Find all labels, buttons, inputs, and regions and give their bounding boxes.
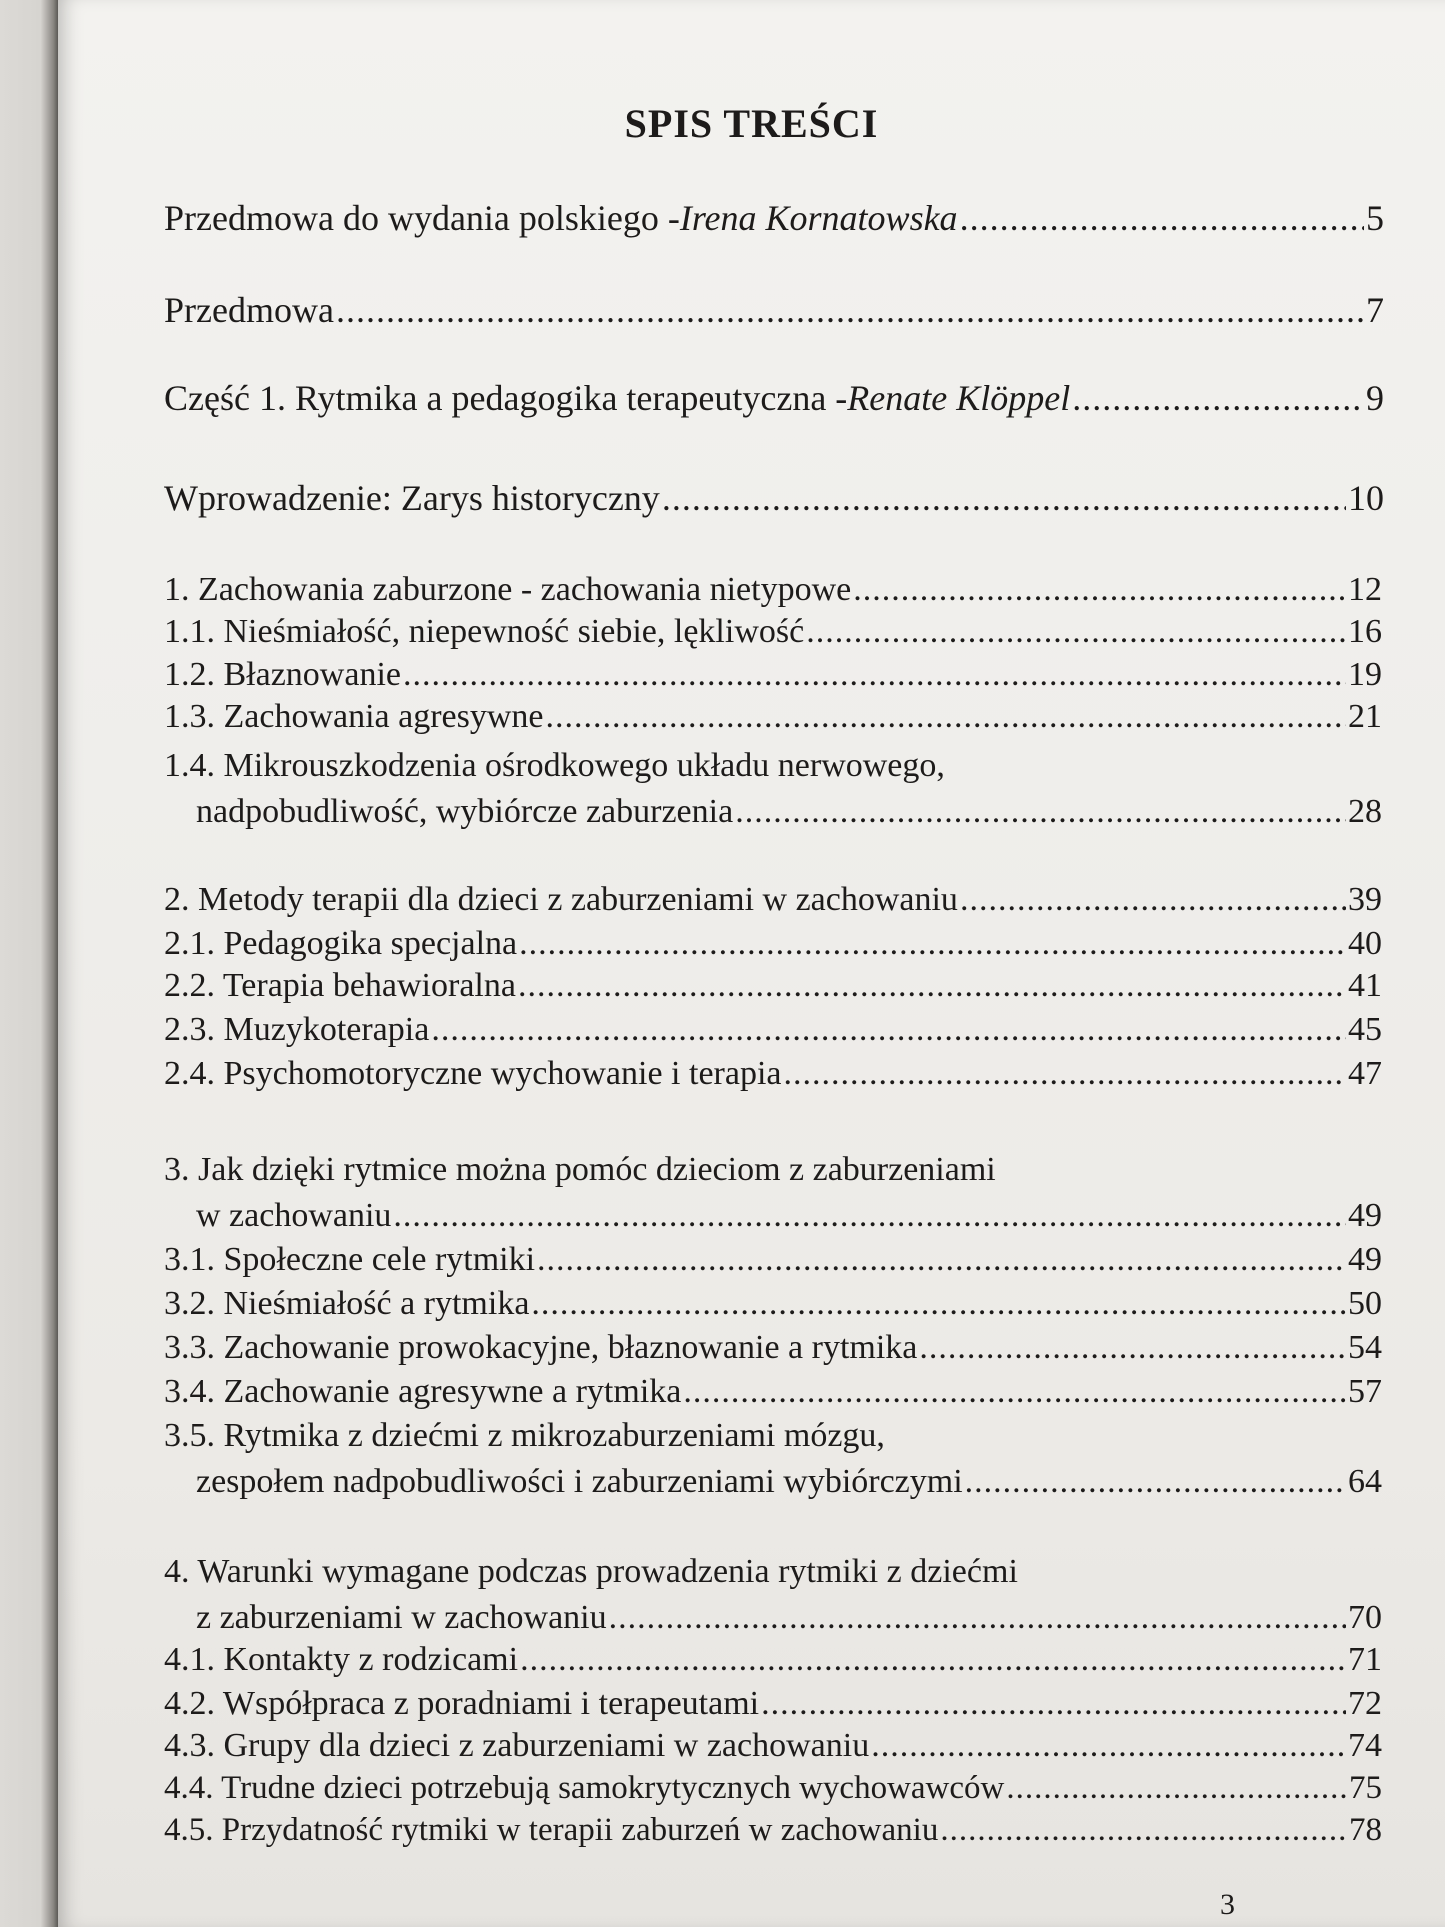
toc-entry-title: 3.2. Nieśmiałość a rytmika xyxy=(164,1285,530,1322)
toc-entry xyxy=(196,1196,1382,1236)
toc-page-number: 9 xyxy=(1366,378,1384,418)
toc-page-number: 16 xyxy=(1348,613,1382,650)
toc-entry xyxy=(164,1240,1382,1280)
leader-dots xyxy=(783,1054,1346,1094)
toc-entry xyxy=(164,478,1384,518)
leader-dots xyxy=(761,1684,1346,1724)
leader-dots xyxy=(871,1726,1346,1766)
toc-entry-title: 2.4. Psychomotoryczne wychowanie i terapia xyxy=(164,1055,782,1092)
toc-entry-title: 4.3. Grupy dla dzieci z zaburzeniami w zachowaniu xyxy=(164,1727,870,1764)
toc-entry-title: 4.1. Kontakty z rodzicami xyxy=(164,1641,519,1678)
toc-page-number: 74 xyxy=(1348,1727,1382,1764)
toc-entry-title: 2.3. Muzykoterapia xyxy=(164,1011,430,1048)
leader-dots xyxy=(662,478,1346,518)
toc-entry-continuation: zespołem nadpobudliwości i zaburzeniami wybiórczymi xyxy=(196,1463,963,1500)
toc-entry xyxy=(164,290,1384,330)
leader-dots xyxy=(683,1372,1346,1412)
toc-page-number: 54 xyxy=(1348,1329,1382,1366)
toc-entry-continuation: w zachowaniu xyxy=(196,1197,392,1234)
toc-page-number: 57 xyxy=(1348,1373,1382,1410)
leader-dots xyxy=(531,1284,1346,1324)
toc-page-number: 10 xyxy=(1348,478,1384,518)
leader-dots xyxy=(518,966,1346,1006)
toc-entry-title: Wprowadzenie: Zarys historyczny xyxy=(164,478,660,518)
toc-entry-continuation: z zaburzeniami w zachowaniu xyxy=(196,1599,607,1636)
toc-page-number: 7 xyxy=(1366,290,1384,330)
leader-dots xyxy=(431,1010,1346,1050)
toc-entry-title: 1.3. Zachowania agresywne xyxy=(164,698,544,735)
toc-page-number: 78 xyxy=(1349,1812,1382,1848)
toc-entry-title: 2.2. Terapia behawioralna xyxy=(164,967,516,1004)
toc-entry xyxy=(164,1684,1382,1724)
toc-page-number: 28 xyxy=(1348,793,1382,830)
toc-entry-title: Przedmowa do wydania polskiego - xyxy=(164,198,680,238)
toc-entry-title: 1. Zachowania zaburzone - zachowania nietypowe xyxy=(164,571,852,608)
toc-entry xyxy=(164,655,1382,695)
toc-entry xyxy=(164,612,1382,652)
page-number: 3 xyxy=(1220,1888,1235,1921)
toc-entry-title: 2.1. Pedagogika specjalna xyxy=(164,925,518,962)
toc-entry xyxy=(164,570,1382,610)
toc-page-number: 21 xyxy=(1348,698,1382,735)
leader-dots xyxy=(609,1598,1346,1638)
toc-page-number: 5 xyxy=(1366,198,1384,238)
leader-dots xyxy=(403,655,1346,695)
toc-entry xyxy=(164,1054,1382,1094)
leader-dots xyxy=(519,924,1346,964)
leader-dots xyxy=(919,1328,1346,1368)
toc-entry-first-line: 3.5. Rytmika z dziećmi z mikrozaburzeniami mózgu, xyxy=(164,1417,885,1454)
toc-entry xyxy=(164,1372,1382,1412)
toc-entry-title: 4.5. Przydatność rytmiki w terapii zaburzeń w zachowaniu xyxy=(164,1812,939,1848)
page-title: SPIS TREŚCI xyxy=(624,101,879,146)
toc-entry xyxy=(164,1010,1382,1050)
toc-entry xyxy=(164,924,1382,964)
book-page xyxy=(58,0,1445,1927)
leader-dots xyxy=(806,612,1346,652)
table-of-contents xyxy=(58,0,1445,1927)
leader-dots xyxy=(1006,1768,1347,1808)
toc-page-number: 75 xyxy=(1349,1770,1382,1806)
leader-dots xyxy=(735,792,1346,832)
leader-dots xyxy=(965,1462,1346,1502)
leader-dots xyxy=(520,1640,1346,1680)
toc-page-number: 41 xyxy=(1348,967,1382,1004)
toc-page-number: 12 xyxy=(1348,571,1382,608)
toc-entry-title: 1.1. Nieśmiałość, niepewność siebie, lękliwość xyxy=(164,613,805,650)
toc-page-number: 72 xyxy=(1348,1685,1382,1722)
leader-dots xyxy=(336,290,1364,330)
toc-entry-title: 2. Metody terapii dla dzieci z zaburzeniami w zachowaniu xyxy=(164,881,958,918)
toc-entry xyxy=(164,1328,1382,1368)
toc-entry xyxy=(164,198,1384,238)
leader-dots xyxy=(940,1810,1347,1850)
leader-dots xyxy=(537,1240,1346,1280)
toc-entry-author: Irena Kornatowska xyxy=(679,198,958,238)
toc-entry-title: 4.2. Współpraca z poradniami i terapeutami xyxy=(164,1685,760,1722)
toc-entry-first-line: 1.4. Mikrouszkodzenia ośrodkowego układu nerwowego, xyxy=(164,747,945,784)
toc-entry xyxy=(164,1284,1382,1324)
toc-entry-first-line: 4. Warunki wymagane podczas prowadzenia rytmiki z dziećmi xyxy=(164,1553,1018,1590)
leader-dots xyxy=(960,198,1364,238)
toc-entry-title: Część 1. Rytmika a pedagogika terapeutyczna - xyxy=(164,378,848,418)
toc-page-number: 71 xyxy=(1348,1641,1382,1678)
toc-entry-title: 1.2. Błaznowanie xyxy=(164,656,401,693)
toc-page-number: 40 xyxy=(1348,925,1382,962)
toc-page-number: 39 xyxy=(1348,881,1382,918)
toc-page-number: 49 xyxy=(1348,1197,1382,1234)
toc-page-number: 64 xyxy=(1348,1463,1382,1500)
leader-dots xyxy=(960,880,1346,920)
leader-dots xyxy=(1072,378,1364,418)
toc-entry xyxy=(164,966,1382,1006)
toc-entry-continuation: nadpobudliwość, wybiórcze zaburzenia xyxy=(196,793,734,830)
toc-entry-title: 4.4. Trudne dzieci potrzebują samokrytycznych wychowawców xyxy=(164,1770,1005,1806)
toc-page-number: 50 xyxy=(1348,1285,1382,1322)
toc-entry xyxy=(196,792,1382,832)
leader-dots xyxy=(853,570,1346,610)
toc-entry-title: 3.3. Zachowanie prowokacyjne, błaznowanie a rytmika xyxy=(164,1329,918,1366)
toc-entry xyxy=(196,1598,1382,1638)
toc-entry xyxy=(196,1462,1382,1502)
toc-entry xyxy=(164,880,1382,920)
toc-entry xyxy=(164,1810,1382,1850)
toc-page-number: 19 xyxy=(1348,656,1382,693)
toc-entry-title: 3.1. Społeczne cele rytmiki xyxy=(164,1241,536,1278)
toc-entry xyxy=(164,378,1384,418)
leader-dots xyxy=(393,1196,1346,1236)
toc-entry-title: 3.4. Zachowanie agresywne a rytmika xyxy=(164,1373,682,1410)
toc-entry-title: Przedmowa xyxy=(164,290,334,330)
toc-page-number: 47 xyxy=(1348,1055,1382,1092)
toc-entry xyxy=(164,1768,1382,1808)
toc-page-number: 49 xyxy=(1348,1241,1382,1278)
toc-entry-author: Renate Klöppel xyxy=(847,378,1071,418)
toc-page-number: 70 xyxy=(1348,1599,1382,1636)
leader-dots xyxy=(546,697,1346,737)
toc-entry xyxy=(164,1640,1382,1680)
adjacent-page-edge xyxy=(0,0,58,1927)
toc-entry xyxy=(164,697,1382,737)
toc-page-number: 45 xyxy=(1348,1011,1382,1048)
toc-entry xyxy=(164,1726,1382,1766)
toc-entry-first-line: 3. Jak dzięki rytmice można pomóc dzieciom z zaburzeniami xyxy=(164,1151,996,1188)
